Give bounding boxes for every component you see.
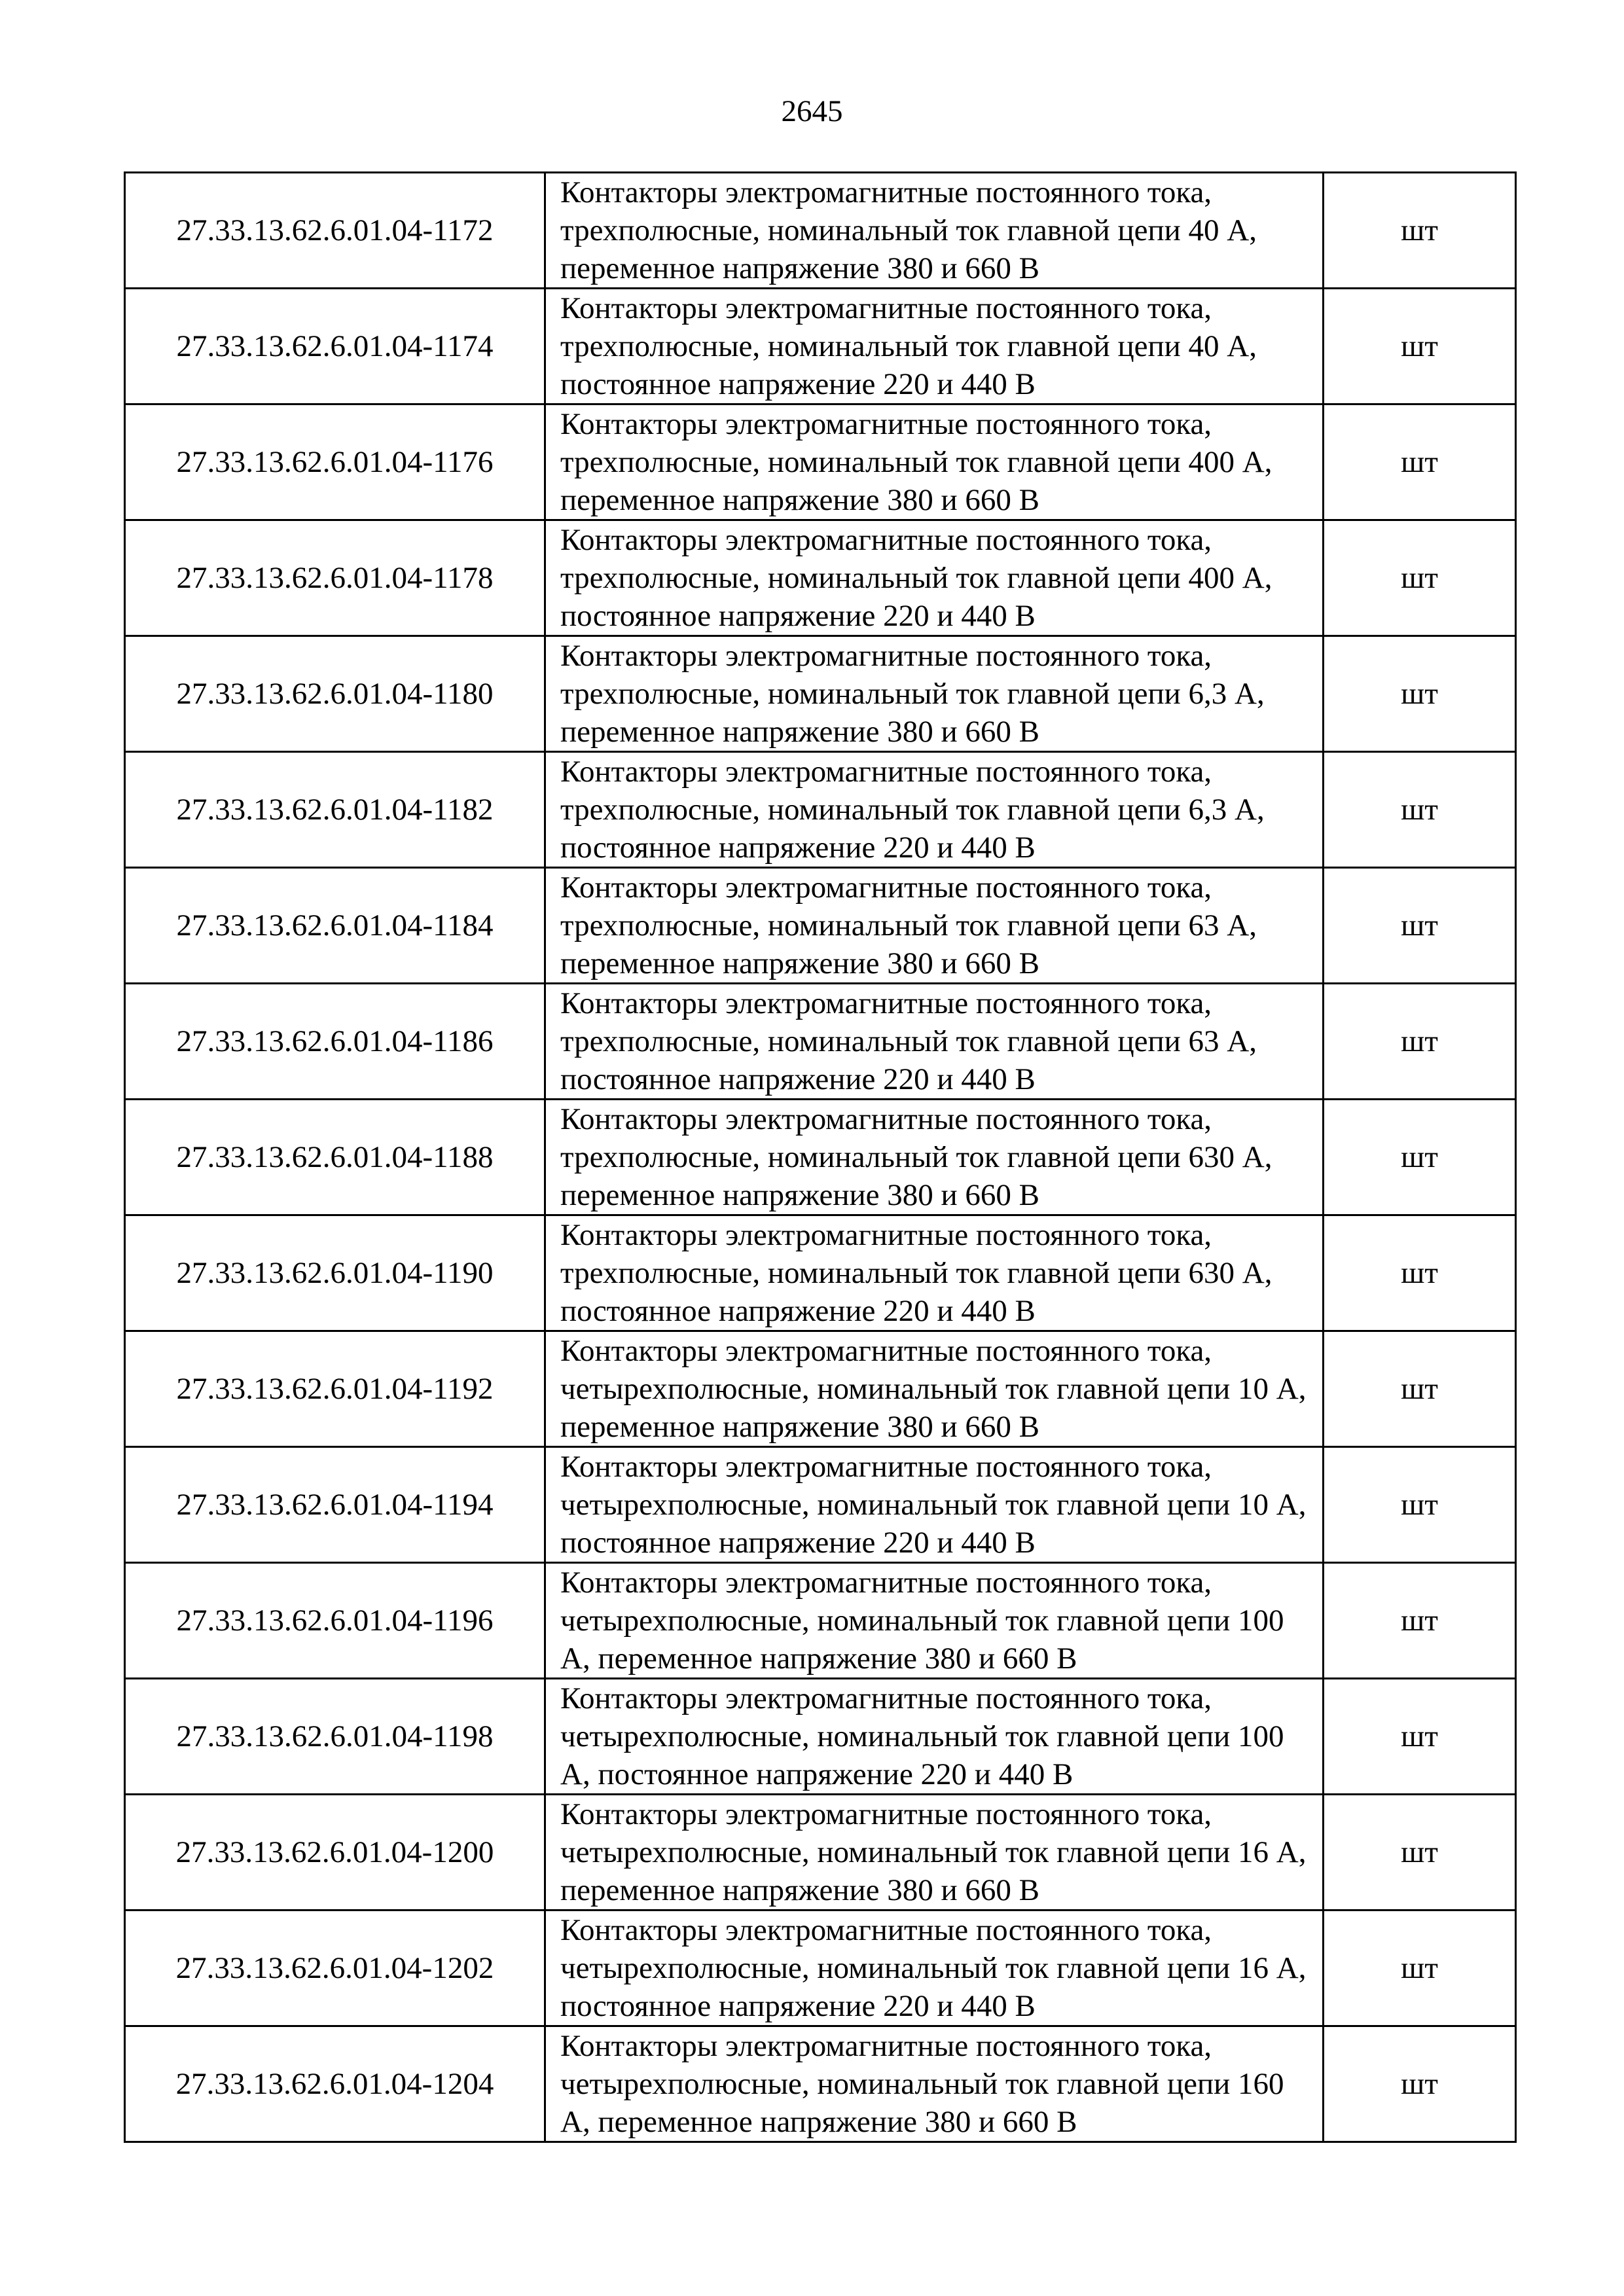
resource-description: Контакторы электромагнитные постоянного тока, четырехполюсные, номинальный ток главной цепи 160 А, переменное напряжение 380 и 660 В bbox=[545, 2026, 1324, 2142]
resource-description: Контакторы электромагнитные постоянного тока, трехполюсные, номинальный ток главной цепи 40 А, постоянное напряжение 220 и 440 В bbox=[545, 289, 1324, 404]
table-row bbox=[125, 1215, 1516, 1331]
table-row bbox=[125, 868, 1516, 984]
table-row bbox=[125, 1679, 1516, 1795]
resource-unit: шт bbox=[1324, 636, 1516, 752]
resource-table bbox=[124, 171, 1517, 2143]
resource-unit: шт bbox=[1324, 404, 1516, 520]
resource-code: 27.33.13.62.6.01.04-1178 bbox=[125, 520, 545, 636]
resource-code: 27.33.13.62.6.01.04-1190 bbox=[125, 1215, 545, 1331]
resource-code: 27.33.13.62.6.01.04-1180 bbox=[125, 636, 545, 752]
resource-unit: шт bbox=[1324, 520, 1516, 636]
resource-description: Контакторы электромагнитные постоянного тока, трехполюсные, номинальный ток главной цепи 400 А, переменное напряжение 380 и 660 В bbox=[545, 404, 1324, 520]
resource-description: Контакторы электромагнитные постоянного тока, трехполюсные, номинальный ток главной цепи 630 А, постоянное напряжение 220 и 440 В bbox=[545, 1215, 1324, 1331]
resource-code: 27.33.13.62.6.01.04-1192 bbox=[125, 1331, 545, 1447]
resource-code: 27.33.13.62.6.01.04-1194 bbox=[125, 1447, 545, 1563]
table-row bbox=[125, 520, 1516, 636]
table-row bbox=[125, 1910, 1516, 2026]
resource-description: Контакторы электромагнитные постоянного тока, трехполюсные, номинальный ток главной цепи 6,3 А, постоянное напряжение 220 и 440 В bbox=[545, 752, 1324, 868]
page-number: 2645 bbox=[781, 94, 843, 128]
resource-unit: шт bbox=[1324, 984, 1516, 1100]
table-row bbox=[125, 984, 1516, 1100]
resource-unit: шт bbox=[1324, 173, 1516, 289]
table-row bbox=[125, 1331, 1516, 1447]
resource-description: Контакторы электромагнитные постоянного тока, четырехполюсные, номинальный ток главной цепи 16 А, постоянное напряжение 220 и 440 В bbox=[545, 1910, 1324, 2026]
table-row bbox=[125, 289, 1516, 404]
resource-unit: шт bbox=[1324, 289, 1516, 404]
resource-code: 27.33.13.62.6.01.04-1188 bbox=[125, 1100, 545, 1215]
table-row bbox=[125, 1563, 1516, 1679]
resource-description: Контакторы электромагнитные постоянного тока, четырехполюсные, номинальный ток главной цепи 100 А, переменное напряжение 380 и 660 В bbox=[545, 1563, 1324, 1679]
resource-description: Контакторы электромагнитные постоянного тока, четырехполюсные, номинальный ток главной цепи 10 А, постоянное напряжение 220 и 440 В bbox=[545, 1447, 1324, 1563]
resource-code: 27.33.13.62.6.01.04-1198 bbox=[125, 1679, 545, 1795]
table-row bbox=[125, 404, 1516, 520]
resource-code: 27.33.13.62.6.01.04-1204 bbox=[125, 2026, 545, 2142]
resource-unit: шт bbox=[1324, 1447, 1516, 1563]
resource-code: 27.33.13.62.6.01.04-1200 bbox=[125, 1795, 545, 1910]
resource-unit: шт bbox=[1324, 1563, 1516, 1679]
resource-description: Контакторы электромагнитные постоянного тока, трехполюсные, номинальный ток главной цепи 63 А, переменное напряжение 380 и 660 В bbox=[545, 868, 1324, 984]
resource-description: Контакторы электромагнитные постоянного тока, четырехполюсные, номинальный ток главной цепи 100 А, постоянное напряжение 220 и 440 В bbox=[545, 1679, 1324, 1795]
resource-unit: шт bbox=[1324, 1679, 1516, 1795]
table-row bbox=[125, 752, 1516, 868]
resource-description: Контакторы электромагнитные постоянного тока, четырехполюсные, номинальный ток главной цепи 10 А, переменное напряжение 380 и 660 В bbox=[545, 1331, 1324, 1447]
resource-description: Контакторы электромагнитные постоянного тока, трехполюсные, номинальный ток главной цепи 63 А, постоянное напряжение 220 и 440 В bbox=[545, 984, 1324, 1100]
resource-code: 27.33.13.62.6.01.04-1184 bbox=[125, 868, 545, 984]
resource-description: Контакторы электромагнитные постоянного тока, трехполюсные, номинальный ток главной цепи 400 А, постоянное напряжение 220 и 440 В bbox=[545, 520, 1324, 636]
resource-code: 27.33.13.62.6.01.04-1186 bbox=[125, 984, 545, 1100]
table-row bbox=[125, 1795, 1516, 1910]
resource-description: Контакторы электромагнитные постоянного тока, четырехполюсные, номинальный ток главной цепи 16 А, переменное напряжение 380 и 660 В bbox=[545, 1795, 1324, 1910]
resource-unit: шт bbox=[1324, 1331, 1516, 1447]
resource-code: 27.33.13.62.6.01.04-1182 bbox=[125, 752, 545, 868]
resource-code: 27.33.13.62.6.01.04-1176 bbox=[125, 404, 545, 520]
resource-unit: шт bbox=[1324, 868, 1516, 984]
resource-unit: шт bbox=[1324, 2026, 1516, 2142]
table-row bbox=[125, 636, 1516, 752]
resource-description: Контакторы электромагнитные постоянного тока, трехполюсные, номинальный ток главной цепи 630 А, переменное напряжение 380 и 660 В bbox=[545, 1100, 1324, 1215]
resource-unit: шт bbox=[1324, 1910, 1516, 2026]
resource-description: Контакторы электромагнитные постоянного тока, трехполюсные, номинальный ток главной цепи 6,3 А, переменное напряжение 380 и 660 В bbox=[545, 636, 1324, 752]
resource-description: Контакторы электромагнитные постоянного тока, трехполюсные, номинальный ток главной цепи 40 А, переменное напряжение 380 и 660 В bbox=[545, 173, 1324, 289]
resource-code: 27.33.13.62.6.01.04-1202 bbox=[125, 1910, 545, 2026]
table-row bbox=[125, 2026, 1516, 2142]
resource-unit: шт bbox=[1324, 1215, 1516, 1331]
resource-unit: шт bbox=[1324, 1795, 1516, 1910]
table-row bbox=[125, 1100, 1516, 1215]
resource-code: 27.33.13.62.6.01.04-1196 bbox=[125, 1563, 545, 1679]
resource-code: 27.33.13.62.6.01.04-1174 bbox=[125, 289, 545, 404]
resource-code: 27.33.13.62.6.01.04-1172 bbox=[125, 173, 545, 289]
resource-unit: шт bbox=[1324, 1100, 1516, 1215]
resource-unit: шт bbox=[1324, 752, 1516, 868]
table-row bbox=[125, 1447, 1516, 1563]
table-row bbox=[125, 173, 1516, 289]
resource-table-body bbox=[125, 173, 1516, 2142]
